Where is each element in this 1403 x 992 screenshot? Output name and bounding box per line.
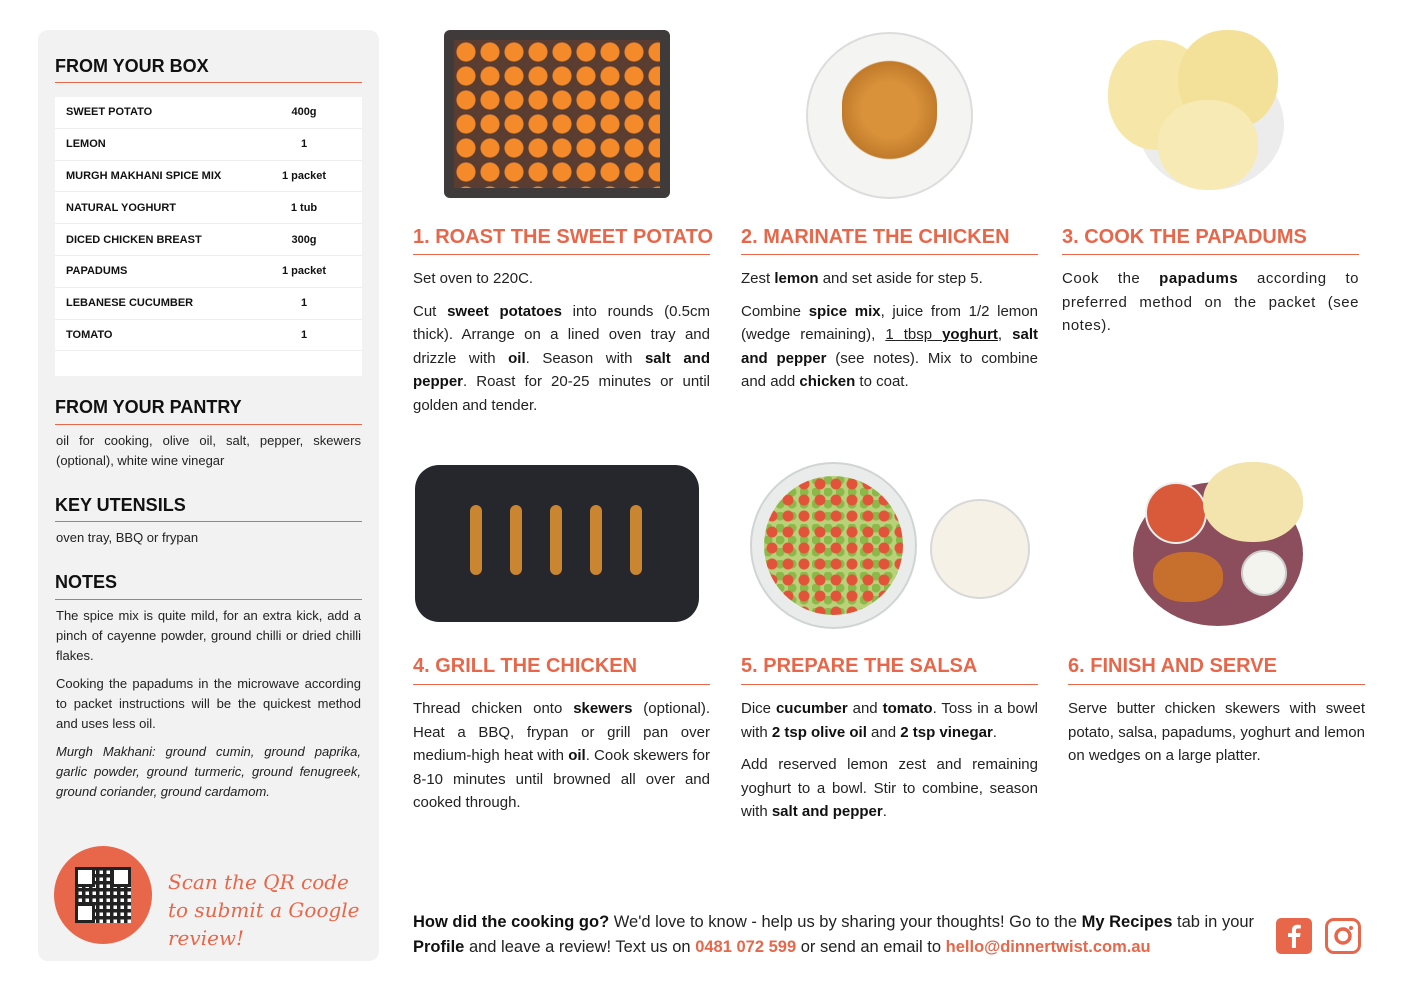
step-1-p1: Set oven to 220C. bbox=[413, 270, 534, 287]
notes-p3: Murgh Makhani: ground cumin, ground paprika, garlic powder, ground turmeric, ground fenugreek, ground coriander, ground cardamom. bbox=[56, 744, 361, 799]
step-3-body bbox=[1062, 267, 1359, 347]
step-5-p1: Dice cucumber and tomato. Toss in a bowl with 2 tsp olive oil and 2 tsp vinegar. bbox=[741, 700, 1038, 741]
utensils-text: oven tray, BBQ or frypan bbox=[56, 530, 199, 545]
divider bbox=[413, 684, 710, 685]
step-2-p1: Zest lemon and set aside for step 5. bbox=[741, 270, 983, 287]
marinated-chicken-photo bbox=[806, 32, 973, 199]
ingredient-qty: 1 bbox=[300, 138, 308, 151]
qr-code-icon bbox=[75, 867, 131, 923]
ingredient-name: NATURAL YOGHURT bbox=[66, 201, 176, 214]
phone-link[interactable]: 0481 072 599 bbox=[695, 938, 797, 956]
ingredient-name: TOMATO bbox=[66, 328, 113, 341]
step-2-title: 2. MARINATE THE CHICKEN bbox=[741, 226, 1010, 248]
ingredient-qty: 1 bbox=[300, 328, 308, 341]
step-4-p1: Thread chicken onto skewers (optional). Heat a BBQ, frypan or grill pan over medium-high heat with oil. Cook skewers for 8-10 minutes until browned all over and cooked through. bbox=[413, 700, 710, 811]
email-link[interactable]: hello@dinnertwist.com.au bbox=[945, 938, 1151, 956]
step-1-body bbox=[413, 267, 710, 426]
ingredient-qty: 300g bbox=[291, 233, 317, 246]
ingredient-name: LEMON bbox=[66, 138, 106, 151]
step-6-p1: Serve butter chicken skewers with sweet potato, salsa, papadums, yoghurt and lemon on wedges on a large platter. bbox=[1068, 700, 1365, 764]
step-2-body bbox=[741, 267, 1038, 403]
ingredient-row bbox=[55, 288, 362, 320]
step-1-p2: Cut sweet potatoes into rounds (0.5cm thick). Arrange on a lined oven tray and drizzle with oil. Season with salt and pepper. Roast for 20-25 minutes or until golden and tender. bbox=[413, 302, 711, 414]
step-4-title: 4. GRILL THE CHICKEN bbox=[413, 655, 638, 677]
salsa-photo bbox=[750, 462, 917, 629]
ingredient-name: PAPADUMS bbox=[66, 265, 128, 278]
ingredient-qty: 1 packet bbox=[281, 265, 327, 278]
sweet-potato-photo bbox=[444, 30, 670, 198]
footer-question: How did the cooking go? bbox=[413, 913, 610, 931]
divider bbox=[741, 684, 1038, 685]
sidebar bbox=[38, 30, 379, 961]
ingredient-name: DICED CHICKEN BREAST bbox=[66, 233, 202, 246]
divider bbox=[55, 82, 362, 83]
ingredient-row bbox=[55, 161, 362, 193]
pantry-heading: FROM YOUR PANTRY bbox=[55, 397, 242, 417]
divider bbox=[1062, 254, 1359, 255]
ingredient-row bbox=[55, 192, 362, 224]
ingredient-row bbox=[55, 256, 362, 288]
divider bbox=[55, 599, 362, 600]
step-3-p1: Cook the papadums according to preferred method on the packet (see notes). bbox=[1062, 270, 1359, 334]
divider bbox=[1068, 684, 1365, 685]
notes-p2: Cooking the papadums in the microwave according to packet instructions will be the quickest method and uses less oil. bbox=[56, 676, 361, 731]
ingredient-name: MURGH MAKHANI SPICE MIX bbox=[66, 169, 222, 182]
profile-link[interactable]: Profile bbox=[413, 938, 465, 956]
ingredient-name: SWEET POTATO bbox=[66, 106, 153, 119]
divider bbox=[55, 424, 362, 425]
ingredient-qty: 1 bbox=[300, 297, 308, 310]
step-6-body bbox=[1068, 697, 1365, 777]
step-3-title: 3. COOK THE PAPADUMS bbox=[1062, 226, 1307, 248]
facebook-icon[interactable] bbox=[1276, 918, 1312, 954]
step-1-title: 1. ROAST THE SWEET POTATO bbox=[413, 226, 714, 248]
step-5-title: 5. PREPARE THE SALSA bbox=[741, 655, 978, 677]
step-4-body bbox=[413, 697, 710, 824]
ingredient-qty: 1 tub bbox=[290, 201, 318, 214]
ingredient-name: LEBANESE CUCUMBER bbox=[66, 297, 194, 310]
divider bbox=[55, 521, 362, 522]
my-recipes-link[interactable]: My Recipes bbox=[1081, 913, 1173, 931]
ingredient-qty: 400g bbox=[291, 106, 317, 119]
utensils-heading: KEY UTENSILS bbox=[55, 495, 186, 515]
ingredient-row bbox=[55, 129, 362, 161]
pantry-text: oil for cooking, olive oil, salt, pepper, skewers (optional), white wine vinegar bbox=[56, 433, 361, 468]
step-5-p2: Add reserved lemon zest and remaining yoghurt to a bowl. Stir to combine, season with salt and pepper. bbox=[741, 756, 1038, 820]
step-6-title: 6. FINISH AND SERVE bbox=[1068, 655, 1277, 677]
papadums-photo bbox=[1108, 30, 1284, 192]
notes-p1: The spice mix is quite mild, for an extra kick, add a pinch of cayenne powder, ground chilli or dried chilli flakes. bbox=[56, 608, 361, 663]
grill-chicken-photo bbox=[415, 465, 699, 622]
ingredient-row bbox=[55, 97, 362, 129]
step-2-p2: Combine spice mix, juice from 1/2 lemon (wedge remaining), 1 tbsp yoghurt, salt and pepper (see notes). Mix to combine and add chicken to coat. bbox=[741, 302, 1038, 390]
platter-photo bbox=[1133, 462, 1309, 626]
qr-badge[interactable] bbox=[54, 846, 152, 944]
step-5-body bbox=[741, 697, 1038, 833]
ingredient-qty: 1 packet bbox=[281, 169, 327, 182]
ingredient-row bbox=[55, 320, 362, 352]
instagram-icon[interactable] bbox=[1325, 918, 1361, 954]
ingredients-table bbox=[55, 97, 362, 376]
divider bbox=[413, 254, 710, 255]
qr-caption: Scan the QR code to submit a Google review! bbox=[168, 870, 360, 950]
divider bbox=[741, 254, 1038, 255]
review-footer: How did the cooking go? We'd love to know - help us by sharing your thoughts! Go to the My Recipes tab in your Profile and leave a review! Text us on 0481 072 599 or send an email to hello@dinnertwist.com.au bbox=[413, 913, 1255, 956]
yoghurt-photo bbox=[930, 499, 1030, 599]
ingredient-row bbox=[55, 224, 362, 256]
notes-heading: NOTES bbox=[55, 572, 118, 592]
from-your-box-heading: FROM YOUR BOX bbox=[55, 56, 209, 76]
